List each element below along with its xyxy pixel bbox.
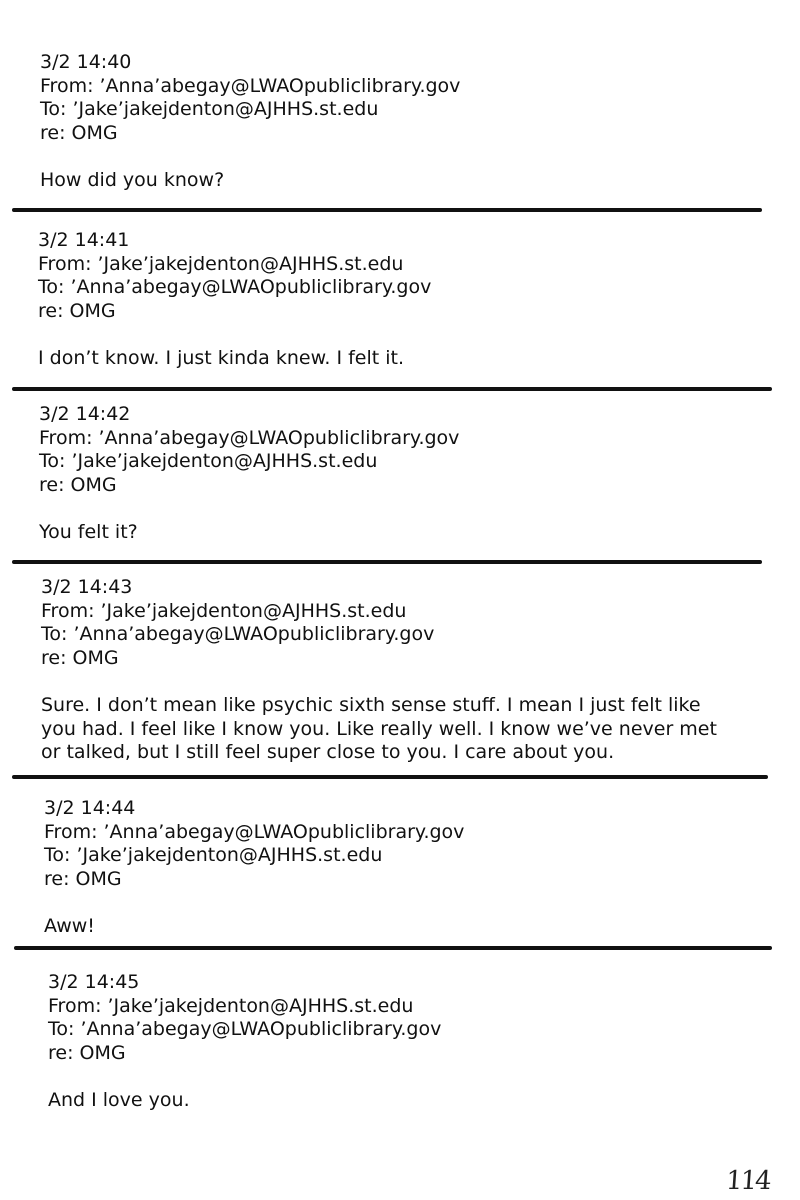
email-from: From: ’Anna’abegay@LWAOpubliclibrary.gov — [44, 820, 465, 843]
email-message — [38, 229, 738, 371]
email-message — [48, 971, 748, 1113]
email-subject: re: OMG — [40, 121, 118, 144]
page-number: 114 — [725, 1166, 772, 1196]
email-timestamp: 3/2 14:42 — [39, 403, 131, 425]
email-to: To: ’Anna’abegay@LWAOpubliclibrary.gov — [38, 276, 432, 298]
email-from: From: ’Anna’abegay@LWAOpubliclibrary.gov — [40, 74, 461, 97]
email-body: Sure. I don’t mean like psychic sixth sense stuff. I mean I just felt like you had. I feel like I know you. Like really well. I know we’ve never met or talked, but I still feel super close to you. I care about you. — [41, 694, 717, 763]
email-message — [40, 51, 740, 193]
email-timestamp: 3/2 14:40 — [40, 51, 132, 73]
email-body: You felt it? — [39, 521, 138, 543]
email-to: To: ’Anna’abegay@LWAOpubliclibrary.gov — [48, 1018, 442, 1040]
email-from: From: ’Jake’jakejdenton@AJHHS.st.edu — [41, 599, 407, 622]
divider — [12, 387, 772, 391]
divider — [12, 208, 762, 212]
email-message — [41, 576, 731, 765]
email-to: To: ’Jake’jakejdenton@AJHHS.st.edu — [44, 844, 383, 866]
email-to: To: ’Jake’jakejdenton@AJHHS.st.edu — [39, 450, 378, 472]
divider — [12, 775, 768, 779]
email-subject: re: OMG — [44, 867, 122, 890]
email-from: From: ’Jake’jakejdenton@AJHHS.st.edu — [48, 994, 414, 1017]
divider — [14, 946, 772, 950]
email-message — [44, 797, 744, 939]
email-body: How did you know? — [40, 169, 225, 191]
divider — [12, 560, 762, 564]
email-timestamp: 3/2 14:41 — [38, 229, 130, 251]
email-subject: re: OMG — [38, 299, 116, 322]
email-subject: re: OMG — [41, 646, 119, 669]
email-to: To: ’Anna’abegay@LWAOpubliclibrary.gov — [41, 623, 435, 645]
email-timestamp: 3/2 14:43 — [41, 576, 133, 598]
email-body: And I love you. — [48, 1089, 190, 1111]
email-from: From: ’Anna’abegay@LWAOpubliclibrary.gov — [39, 426, 460, 449]
email-subject: re: OMG — [48, 1041, 126, 1064]
email-to: To: ’Jake’jakejdenton@AJHHS.st.edu — [40, 98, 379, 120]
email-subject: re: OMG — [39, 473, 117, 496]
email-timestamp: 3/2 14:45 — [48, 971, 140, 993]
email-message — [39, 403, 739, 545]
email-from: From: ’Jake’jakejdenton@AJHHS.st.edu — [38, 252, 404, 275]
email-timestamp: 3/2 14:44 — [44, 797, 136, 819]
email-body: I don’t know. I just kinda knew. I felt it. — [38, 347, 405, 369]
email-body: Aww! — [44, 915, 95, 937]
